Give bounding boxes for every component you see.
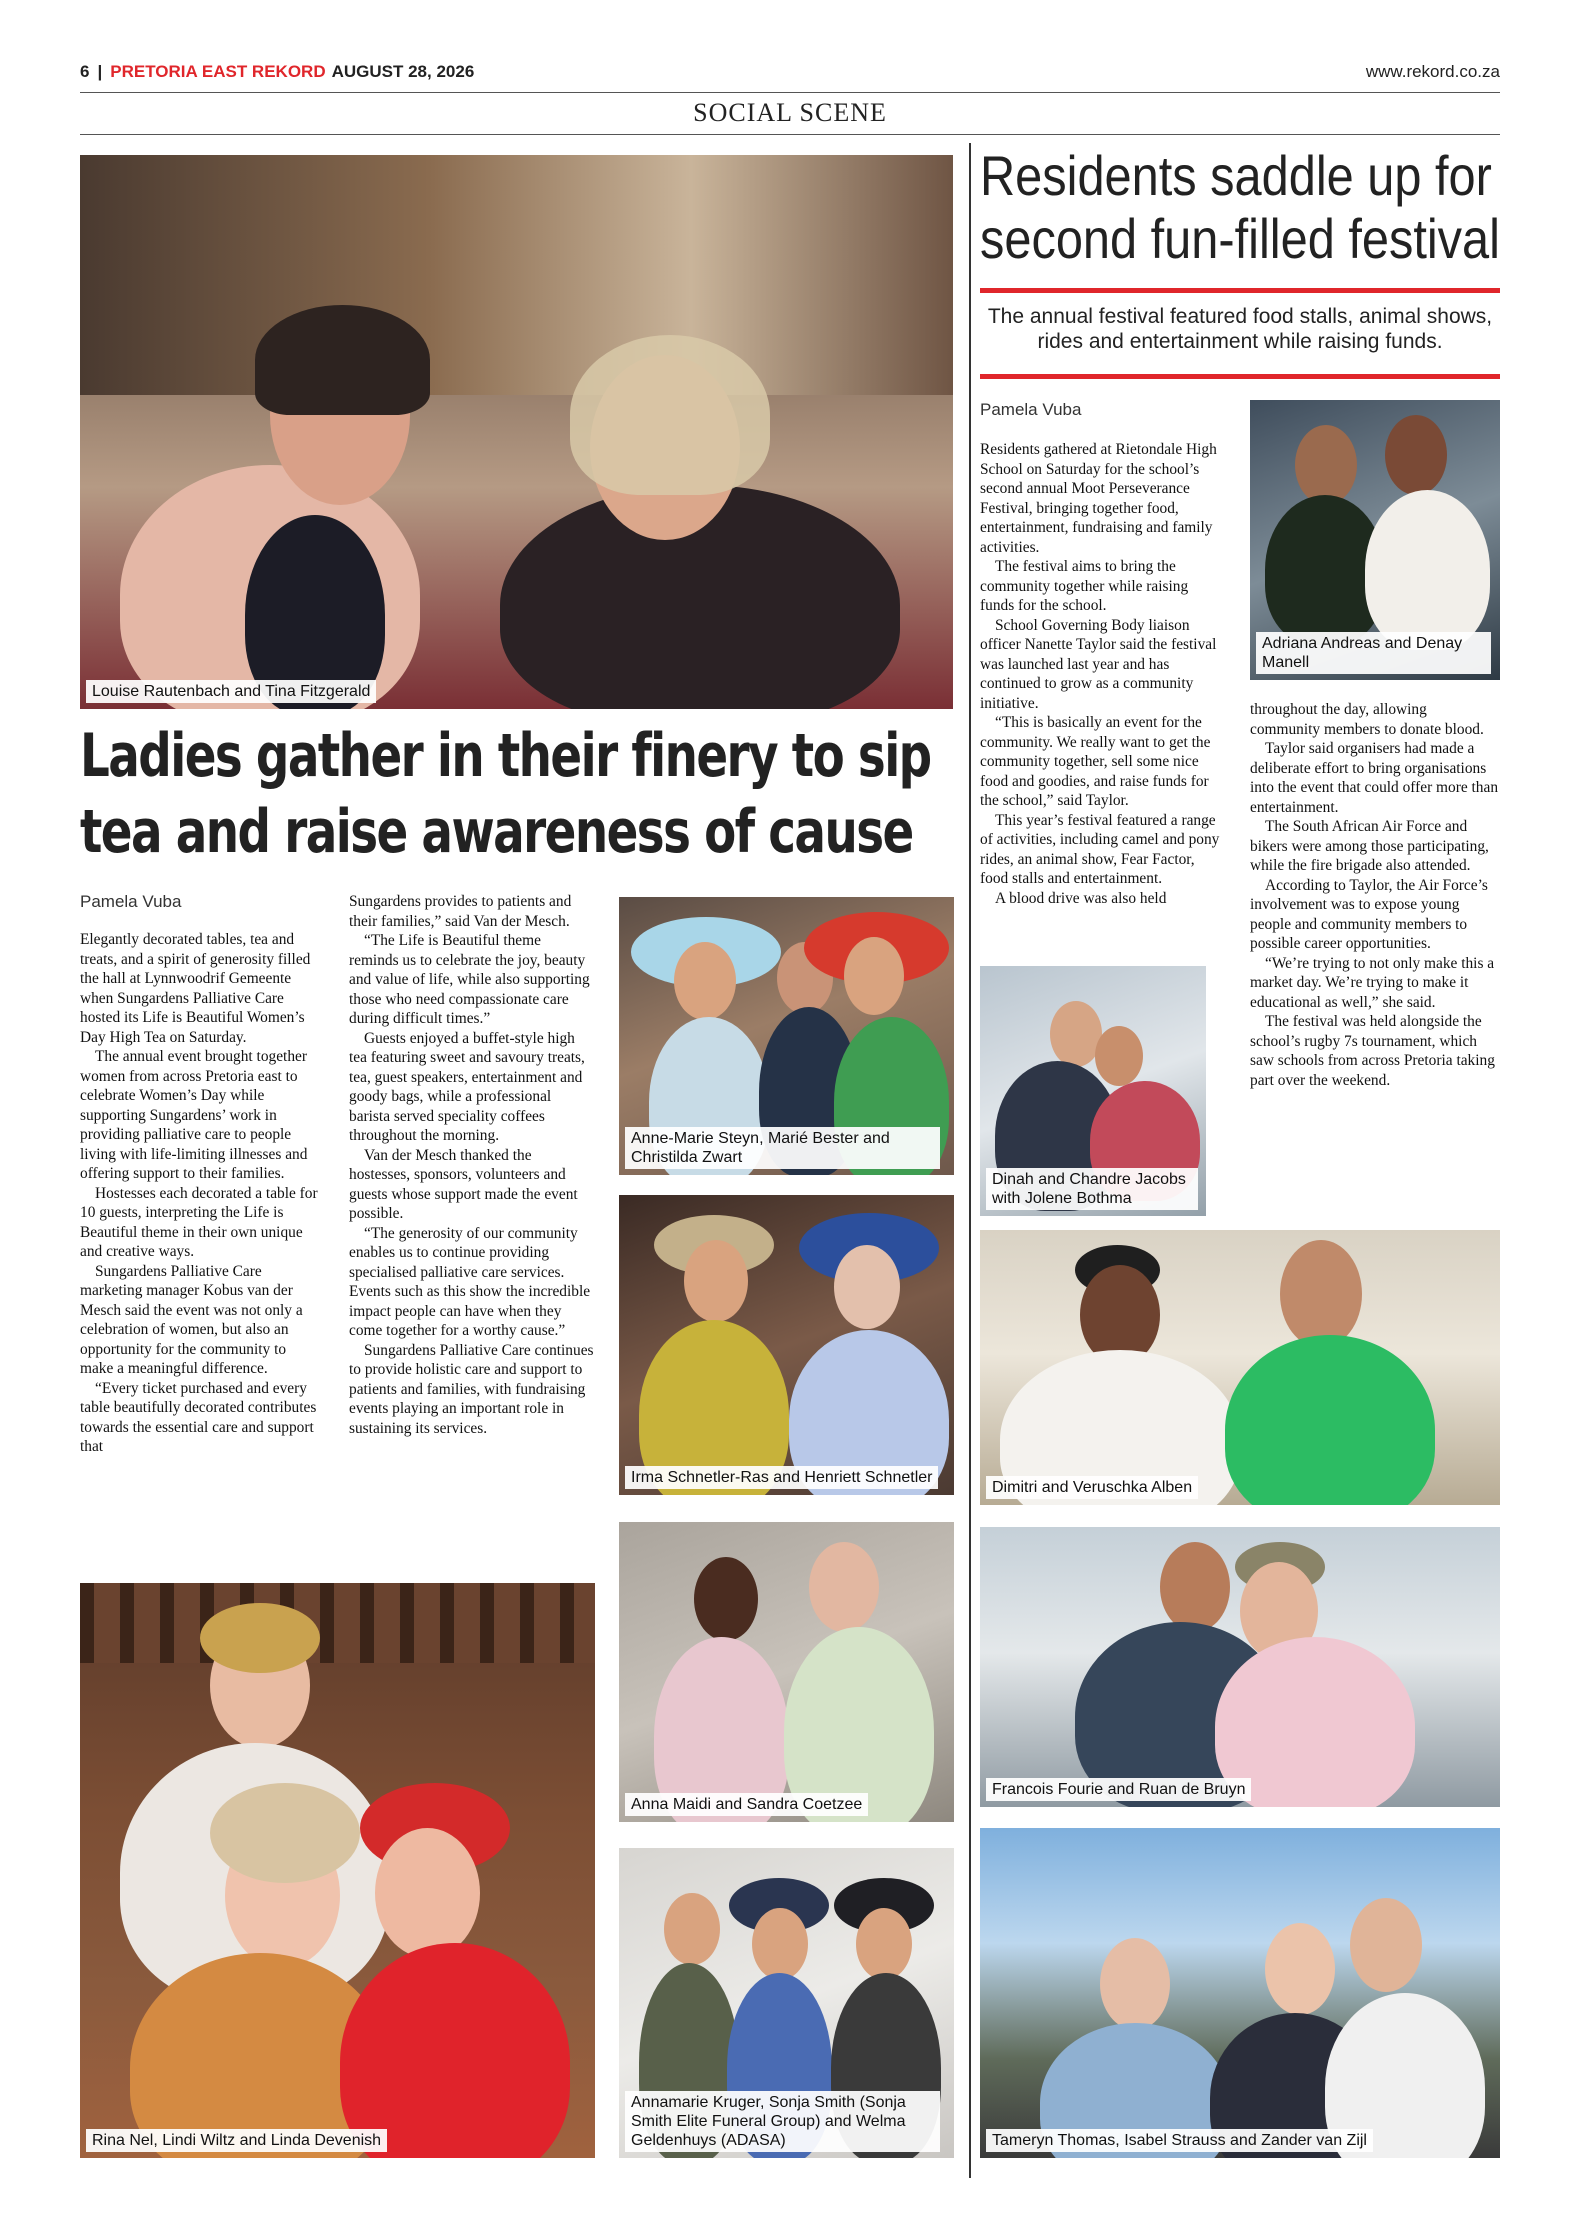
- person-hair: [570, 335, 770, 495]
- body-paragraph: School Governing Body liaison officer Nanette Taylor said the festival was launched last year and has continued to grow as a community initiative.: [980, 616, 1217, 712]
- left-body-col1: [80, 930, 320, 1457]
- photo-left-3: [619, 1195, 954, 1495]
- person-head: [1095, 1026, 1143, 1086]
- photo-right-4: [980, 1527, 1500, 1807]
- left-byline: Pamela Vuba: [80, 892, 182, 911]
- person-head: [752, 1908, 808, 1980]
- body-paragraph: Van der Mesch thanked the hostesses, sponsors, volunteers and guests whose support made the event possible.: [349, 1146, 578, 1222]
- person-head: [844, 937, 904, 1015]
- right-byline: Pamela Vuba: [980, 400, 1082, 419]
- person-hair: [255, 305, 430, 415]
- photo-caption: Louise Rautenbach and Tina Fitzgerald: [86, 680, 376, 703]
- left-headline: [80, 718, 960, 878]
- body-paragraph: “We’re trying to not only make this a market day. We’re trying to make it educational as well,” she said.: [1250, 954, 1495, 1011]
- photo-caption: Anne-Marie Steyn, Marié Bester and Christilda Zwart: [625, 1127, 940, 1169]
- photo-left-2: [619, 897, 954, 1175]
- photo-right-3: [980, 1230, 1500, 1505]
- headline-line: Ladies gather in their finery to sip: [80, 721, 931, 791]
- photo-caption: Tameryn Thomas, Isabel Strauss and Zander van Zijl: [986, 2129, 1373, 2152]
- person-head: [856, 1908, 912, 1980]
- body-paragraph: “Every ticket purchased and every table beautifully decorated contributes towards the essential care and support that: [80, 1379, 317, 1455]
- person-head: [809, 1542, 879, 1632]
- person-hair: [210, 1783, 360, 1883]
- person-head: [1160, 1542, 1230, 1632]
- body-paragraph: Sungardens Palliative Care marketing manager Kobus van der Mesch said the event was not only a celebration of women, but also an opportunity for the community to make a meaningful difference.: [80, 1262, 303, 1377]
- person-head: [1350, 1898, 1422, 1992]
- photo-left-5: [619, 1848, 954, 2158]
- right-body-col1: [980, 440, 1225, 908]
- person-figure: [340, 1943, 570, 2158]
- body-paragraph: The festival aims to bring the community together while raising funds for the school.: [980, 558, 1189, 614]
- body-paragraph: The festival was held alongside the school’s rugby 7s tournament, which saw schools from across Pretoria taking part over the weekend.: [1250, 1013, 1495, 1089]
- body-paragraph: According to Taylor, the Air Force’s involvement was to expose young people and community members to possible career opportunities.: [1250, 876, 1488, 952]
- person-head: [1280, 1240, 1362, 1348]
- photo-right-5: [980, 1828, 1500, 2158]
- photo-background: [80, 1583, 595, 1663]
- photo-caption: Dinah and Chandre Jacobs with Jolene Bothma: [986, 1168, 1198, 1210]
- body-paragraph: “The generosity of our community enables us to continue providing specialised palliative care services. Events such as this show the incredible impact people can have when they come together for a worthy cause.”: [349, 1224, 591, 1339]
- headline-line: Residents saddle up for: [980, 144, 1492, 207]
- photo-right-2: [980, 966, 1206, 1216]
- body-paragraph: This year’s festival featured a range of activities, including camel and pony rides, an animal show, Fear Factor, food stalls and entertainment.: [980, 811, 1220, 887]
- photo-right-1: [1250, 400, 1500, 680]
- photo-caption: Annamarie Kruger, Sonja Smith (Sonja Smith Elite Funeral Group) and Welma Geldenhuys (ADASA): [625, 2091, 940, 2152]
- section-title: SOCIAL SCENE: [693, 98, 887, 127]
- body-paragraph: Residents gathered at Rietondale High School on Saturday for the school’s second annual Moot Perseverance Festival, bringing together food, entertainment, fundraising and family activities.: [980, 441, 1217, 556]
- right-headline: [980, 144, 1500, 279]
- body-paragraph: The South African Air Force and bikers were among those participating, while the fire brigade also attended.: [1250, 818, 1489, 874]
- body-paragraph: “This is basically an event for the community. We really want to get the community together, sell some nice food and goodies, and raise funds for the school,” said Taylor.: [980, 714, 1211, 809]
- body-paragraph: A blood drive was also held: [995, 889, 1167, 907]
- person-head: [664, 1893, 720, 1965]
- page-header: [80, 62, 1500, 88]
- person-head: [375, 1828, 480, 1958]
- section-rule: [80, 134, 1500, 135]
- body-paragraph: throughout the day, allowing community members to donate blood.: [1250, 701, 1484, 738]
- photo-caption: Dimitri and Veruschka Alben: [986, 1476, 1198, 1499]
- body-paragraph: “The Life is Beautiful theme reminds us to celebrate the joy, beauty and value of life, while also supporting those who need compassionate care during difficult times.”: [349, 932, 590, 1027]
- photo-caption: Anna Maidi and Sandra Coetzee: [625, 1793, 868, 1816]
- body-paragraph: Sungardens Palliative Care continues to provide holistic care and support to patients and families, with fundraising events playing an important role in sustaining its services.: [349, 1341, 594, 1437]
- person-head: [1385, 415, 1447, 495]
- headline-line: second fun-filled festival: [980, 207, 1500, 270]
- right-body-col2: [1250, 700, 1500, 1090]
- headline-line: tea and raise awareness of cause: [80, 797, 913, 867]
- header-separator: |: [97, 62, 103, 81]
- page-number: 6: [80, 62, 90, 81]
- body-paragraph: The annual event brought together women from across Pretoria east to celebrate Women’s Day while supporting Sungardens’ work in providing palliative care to people living with life-limiting illnesses and offering support to their families.: [80, 1048, 308, 1182]
- person-head: [694, 1557, 758, 1641]
- person-head: [834, 1245, 900, 1329]
- website-link[interactable]: www.rekord.co.za: [1365, 62, 1500, 81]
- person-head: [674, 942, 736, 1020]
- body-paragraph: Elegantly decorated tables, tea and treats, and a spirit of generosity filled the hall at Lynnwoodrif Gemeente when Sungardens Palliative Care hosted its Life is Beautiful Women’s Day High Tea on Saturday.: [80, 931, 311, 1046]
- body-paragraph: Guests enjoyed a buffet-style high tea featuring sweet and savoury treats, tea, guest speakers, entertainment and goody bags, while a professional barista served speciality coffees throughout the morning.: [349, 1029, 585, 1144]
- header-rule: [80, 92, 1500, 93]
- photo-left-6: [80, 1583, 595, 2158]
- person-hair: [200, 1603, 320, 1673]
- photo-main: [80, 155, 953, 709]
- standfirst: The annual festival featured food stalls, animal shows, rides and entertainment while raising funds.: [987, 305, 1493, 353]
- body-paragraph: Hostesses each decorated a table for 10 guests, interpreting the Life is Beautiful theme in their own unique and creative ways.: [80, 1184, 318, 1260]
- photo-caption: Irma Schnetler-Ras and Henriett Schnetler: [625, 1466, 938, 1489]
- person-head: [1295, 425, 1357, 505]
- column-divider: [969, 143, 971, 2178]
- photo-caption: Rina Nel, Lindi Wiltz and Linda Devenish: [86, 2129, 387, 2152]
- person-figure: [1225, 1335, 1435, 1505]
- body-paragraph: Taylor said organisers had made a deliberate effort to bring organisations into the event that could offer more than entertainment.: [1250, 740, 1499, 816]
- person-head: [1265, 1923, 1335, 2015]
- person-figure: [1365, 490, 1490, 650]
- person-head: [684, 1240, 748, 1322]
- publication-name: PRETORIA EAST REKORD: [110, 62, 326, 81]
- standfirst-bottom-bar: [980, 374, 1500, 379]
- photo-caption: Adriana Andreas and Denay Manell: [1256, 632, 1491, 674]
- person-head: [1100, 1938, 1170, 2030]
- body-paragraph: Sungardens provides to patients and their families,” said Van der Mesch.: [349, 893, 572, 930]
- photo-left-4: [619, 1522, 954, 1822]
- standfirst-top-bar: [980, 288, 1500, 293]
- left-body-col2: [349, 892, 594, 1438]
- photo-background: [80, 155, 953, 395]
- photo-caption: Francois Fourie and Ruan de Bruyn: [986, 1778, 1251, 1801]
- issue-date: AUGUST 28, 2026: [331, 62, 475, 81]
